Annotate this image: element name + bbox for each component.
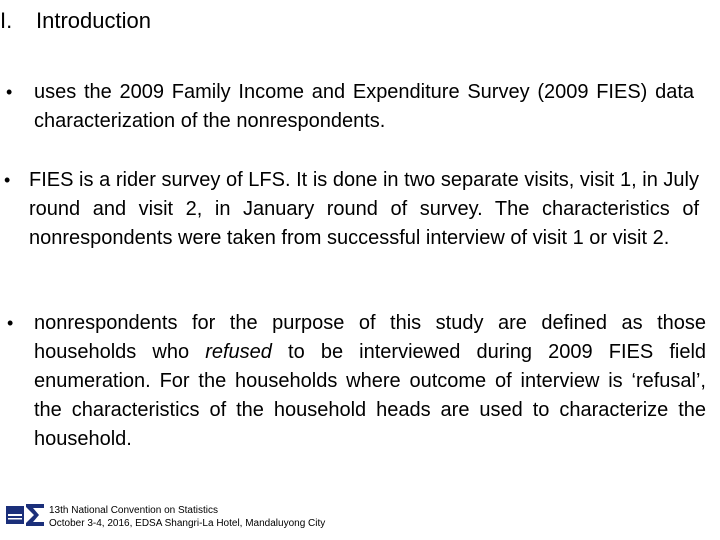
bullet-item-2 xyxy=(4,166,699,253)
bullet-item-3 xyxy=(7,309,707,454)
bullet-icon: • xyxy=(7,313,14,333)
title-text: Introduction xyxy=(36,8,151,33)
bullet-text-1: uses the 2009 Family Income and Expenditure Survey (2009 FIES) data characterization of the nonrespondents. xyxy=(34,81,694,132)
bullet-text-3 xyxy=(34,312,706,450)
footer xyxy=(6,494,325,530)
title-number: I. xyxy=(0,8,13,33)
bullet-text-3-part2: to be interviewed during 2009 FIES field enumeration. For the households where outcome of interview is ‘refusal’, the characteristics of the household heads are used to characterize the household. xyxy=(34,341,707,450)
sigma-logo-icon xyxy=(6,494,46,530)
bullet-icon: • xyxy=(6,82,13,102)
bullet-text-3-part1: nonrespondents for the purpose of this study are defined as those households who xyxy=(34,312,706,363)
bullet-item-1 xyxy=(6,78,694,136)
footer-line-1: 13th National Convention on Statistics xyxy=(49,505,218,516)
slide-title xyxy=(0,6,151,36)
bullet-icon: • xyxy=(4,170,11,190)
bullet-text-3-emphasis: refused xyxy=(205,341,272,363)
footer-text xyxy=(49,494,325,530)
footer-line-2: October 3-4, 2016, EDSA Shangri-La Hotel, Mandaluyong City xyxy=(49,518,326,529)
bullet-text-2: FIES is a rider survey of LFS. It is done in two separate visits, visit 1, in July round and visit 2, in January round of survey. The characteristics of nonrespondents were taken from successful interview of visit 1 or visit 2. xyxy=(29,169,699,249)
